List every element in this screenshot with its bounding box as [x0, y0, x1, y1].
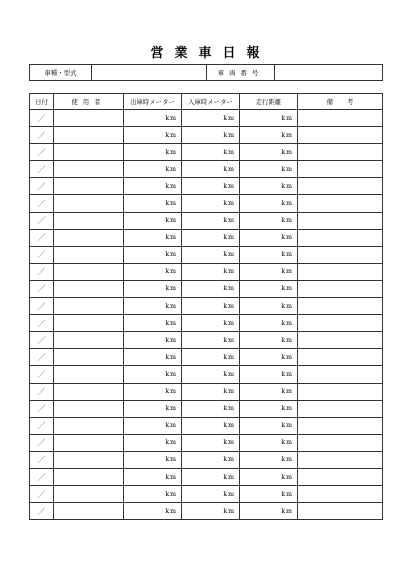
log-row [30, 366, 383, 383]
log-row [30, 400, 383, 417]
notes-cell[interactable] [298, 332, 383, 349]
distance-cell[interactable]: km [240, 110, 298, 127]
user-cell[interactable] [54, 468, 124, 485]
log-row [30, 383, 383, 400]
user-cell[interactable] [54, 110, 124, 127]
log-row [30, 127, 383, 144]
driving-log-table [29, 93, 383, 520]
date-cell[interactable]: ／ [30, 127, 54, 144]
meter-in-cell[interactable]: km [182, 468, 240, 485]
meter-in-cell[interactable]: km [182, 486, 240, 503]
meter-out-cell[interactable]: km [124, 161, 182, 178]
notes-cell[interactable] [298, 195, 383, 212]
distance-cell[interactable]: km [240, 400, 298, 417]
date-cell[interactable]: ／ [30, 434, 54, 451]
meter-out-cell[interactable]: km [124, 349, 182, 366]
meter-out-cell[interactable]: km [124, 195, 182, 212]
user-cell[interactable] [54, 383, 124, 400]
meter-out-cell[interactable]: km [124, 229, 182, 246]
form-title: 営業車日報 [150, 46, 271, 61]
user-cell[interactable] [54, 298, 124, 315]
distance-cell[interactable]: km [240, 332, 298, 349]
notes-cell[interactable] [298, 486, 383, 503]
meter-out-cell[interactable]: km [124, 503, 182, 520]
date-cell[interactable]: ／ [30, 263, 54, 280]
user-cell[interactable] [54, 332, 124, 349]
distance-cell[interactable]: km [240, 366, 298, 383]
notes-cell[interactable] [298, 246, 383, 263]
date-cell[interactable]: ／ [30, 332, 54, 349]
meter-out-cell[interactable]: km [124, 144, 182, 161]
meter-in-cell[interactable]: km [182, 212, 240, 229]
distance-cell[interactable]: km [240, 434, 298, 451]
meter-out-cell[interactable]: km [124, 110, 182, 127]
notes-cell[interactable] [298, 212, 383, 229]
meter-out-cell[interactable]: km [124, 298, 182, 315]
log-row [30, 229, 383, 246]
notes-cell[interactable] [298, 434, 383, 451]
log-row [30, 417, 383, 434]
meter-in-cell[interactable]: km [182, 161, 240, 178]
meter-in-cell[interactable]: km [182, 144, 240, 161]
log-row [30, 349, 383, 366]
notes-cell[interactable] [298, 417, 383, 434]
date-cell[interactable]: ／ [30, 212, 54, 229]
meter-out-cell[interactable]: km [124, 468, 182, 485]
log-row [30, 315, 383, 332]
user-cell[interactable] [54, 229, 124, 246]
user-cell[interactable] [54, 195, 124, 212]
date-cell[interactable]: ／ [30, 110, 54, 127]
meter-out-cell[interactable]: km [124, 434, 182, 451]
meter-in-cell[interactable]: km [182, 332, 240, 349]
user-cell[interactable] [54, 263, 124, 280]
user-cell[interactable] [54, 212, 124, 229]
user-cell[interactable] [54, 315, 124, 332]
date-cell[interactable]: ／ [30, 178, 54, 195]
user-cell[interactable] [54, 161, 124, 178]
distance-cell[interactable]: km [240, 127, 298, 144]
meter-out-cell[interactable]: km [124, 366, 182, 383]
notes-cell[interactable] [298, 503, 383, 520]
distance-cell[interactable]: km [240, 161, 298, 178]
date-cell[interactable]: ／ [30, 503, 54, 520]
date-cell[interactable]: ／ [30, 280, 54, 297]
date-cell[interactable]: ／ [30, 451, 54, 468]
distance-cell[interactable]: km [240, 417, 298, 434]
user-cell[interactable] [54, 417, 124, 434]
date-cell[interactable]: ／ [30, 315, 54, 332]
notes-cell[interactable] [298, 110, 383, 127]
meter-in-cell[interactable]: km [182, 366, 240, 383]
meter-out-cell[interactable]: km [124, 212, 182, 229]
log-row [30, 503, 383, 520]
header-meter-out: 出庫時メーター [124, 94, 182, 110]
log-row [30, 212, 383, 229]
log-header-row [30, 94, 383, 110]
meter-out-cell[interactable]: km [124, 127, 182, 144]
log-body [30, 110, 383, 520]
log-row [30, 332, 383, 349]
meter-out-cell[interactable]: km [124, 332, 182, 349]
meter-in-cell[interactable]: km [182, 434, 240, 451]
meter-in-cell[interactable]: km [182, 127, 240, 144]
notes-cell[interactable] [298, 468, 383, 485]
date-cell[interactable]: ／ [30, 417, 54, 434]
distance-cell[interactable]: km [240, 451, 298, 468]
date-cell[interactable]: ／ [30, 383, 54, 400]
meter-in-cell[interactable]: km [182, 263, 240, 280]
header-notes: 備考 [298, 94, 383, 110]
user-cell[interactable] [54, 503, 124, 520]
notes-cell[interactable] [298, 144, 383, 161]
meter-out-cell[interactable]: km [124, 280, 182, 297]
plate-number-field[interactable] [275, 65, 383, 81]
log-row [30, 434, 383, 451]
meter-in-cell[interactable]: km [182, 298, 240, 315]
meter-out-cell[interactable]: km [124, 263, 182, 280]
distance-cell[interactable]: km [240, 195, 298, 212]
vehicle-info-table [29, 64, 383, 81]
vehicle-info-row [30, 65, 383, 81]
user-cell[interactable] [54, 486, 124, 503]
log-row [30, 451, 383, 468]
notes-cell[interactable] [298, 451, 383, 468]
date-cell[interactable]: ／ [30, 161, 54, 178]
notes-cell[interactable] [298, 366, 383, 383]
date-cell[interactable]: ／ [30, 468, 54, 485]
notes-cell[interactable] [298, 263, 383, 280]
notes-cell[interactable] [298, 400, 383, 417]
meter-in-cell[interactable]: km [182, 110, 240, 127]
notes-cell[interactable] [298, 298, 383, 315]
meter-out-cell[interactable]: km [124, 383, 182, 400]
meter-in-cell[interactable]: km [182, 195, 240, 212]
date-cell[interactable]: ／ [30, 195, 54, 212]
user-cell[interactable] [54, 144, 124, 161]
meter-in-cell[interactable]: km [182, 503, 240, 520]
log-row [30, 468, 383, 485]
meter-out-cell[interactable]: km [124, 417, 182, 434]
meter-in-cell[interactable]: km [182, 400, 240, 417]
vehicle-type-label: 車種・型式 [30, 65, 92, 81]
notes-cell[interactable] [298, 161, 383, 178]
distance-cell[interactable]: km [240, 298, 298, 315]
user-cell[interactable] [54, 280, 124, 297]
distance-cell[interactable]: km [240, 503, 298, 520]
log-row [30, 110, 383, 127]
meter-in-cell[interactable]: km [182, 349, 240, 366]
user-cell[interactable] [54, 178, 124, 195]
meter-in-cell[interactable]: km [182, 315, 240, 332]
meter-out-cell[interactable]: km [124, 451, 182, 468]
meter-in-cell[interactable]: km [182, 229, 240, 246]
user-cell[interactable] [54, 127, 124, 144]
plate-number-label: 車両番号 [207, 65, 275, 81]
vehicle-type-field[interactable] [92, 65, 207, 81]
log-row [30, 298, 383, 315]
distance-cell[interactable]: km [240, 349, 298, 366]
header-user: 使用者 [54, 94, 124, 110]
date-cell[interactable]: ／ [30, 486, 54, 503]
notes-cell[interactable] [298, 280, 383, 297]
notes-cell[interactable] [298, 349, 383, 366]
date-cell[interactable]: ／ [30, 349, 54, 366]
meter-in-cell[interactable]: km [182, 246, 240, 263]
date-cell[interactable]: ／ [30, 229, 54, 246]
log-row [30, 161, 383, 178]
distance-cell[interactable]: km [240, 486, 298, 503]
notes-cell[interactable] [298, 315, 383, 332]
meter-out-cell[interactable]: km [124, 246, 182, 263]
distance-cell[interactable]: km [240, 280, 298, 297]
header-distance: 走行距離 [240, 94, 298, 110]
notes-cell[interactable] [298, 127, 383, 144]
user-cell[interactable] [54, 434, 124, 451]
user-cell[interactable] [54, 349, 124, 366]
meter-in-cell[interactable]: km [182, 383, 240, 400]
meter-out-cell[interactable]: km [124, 178, 182, 195]
header-date: 日付 [30, 94, 54, 110]
distance-cell[interactable]: km [240, 468, 298, 485]
date-cell[interactable]: ／ [30, 144, 54, 161]
user-cell[interactable] [54, 366, 124, 383]
log-row [30, 178, 383, 195]
user-cell[interactable] [54, 451, 124, 468]
distance-cell[interactable]: km [240, 144, 298, 161]
user-cell[interactable] [54, 400, 124, 417]
log-row [30, 246, 383, 263]
meter-out-cell[interactable]: km [124, 486, 182, 503]
header-meter-in: 入庫時メーター [182, 94, 240, 110]
log-row [30, 486, 383, 503]
meter-out-cell[interactable]: km [124, 315, 182, 332]
log-row [30, 263, 383, 280]
meter-in-cell[interactable]: km [182, 280, 240, 297]
meter-out-cell[interactable]: km [124, 400, 182, 417]
distance-cell[interactable]: km [240, 263, 298, 280]
meter-in-cell[interactable]: km [182, 451, 240, 468]
date-cell[interactable]: ／ [30, 246, 54, 263]
meter-in-cell[interactable]: km [182, 178, 240, 195]
notes-cell[interactable] [298, 383, 383, 400]
date-cell[interactable]: ／ [30, 400, 54, 417]
user-cell[interactable] [54, 246, 124, 263]
distance-cell[interactable]: km [240, 383, 298, 400]
distance-cell[interactable]: km [240, 212, 298, 229]
date-cell[interactable]: ／ [30, 366, 54, 383]
log-row [30, 144, 383, 161]
distance-cell[interactable]: km [240, 229, 298, 246]
notes-cell[interactable] [298, 178, 383, 195]
distance-cell[interactable]: km [240, 178, 298, 195]
notes-cell[interactable] [298, 229, 383, 246]
log-row [30, 280, 383, 297]
distance-cell[interactable]: km [240, 315, 298, 332]
date-cell[interactable]: ／ [30, 298, 54, 315]
meter-in-cell[interactable]: km [182, 417, 240, 434]
distance-cell[interactable]: km [240, 246, 298, 263]
log-row [30, 195, 383, 212]
